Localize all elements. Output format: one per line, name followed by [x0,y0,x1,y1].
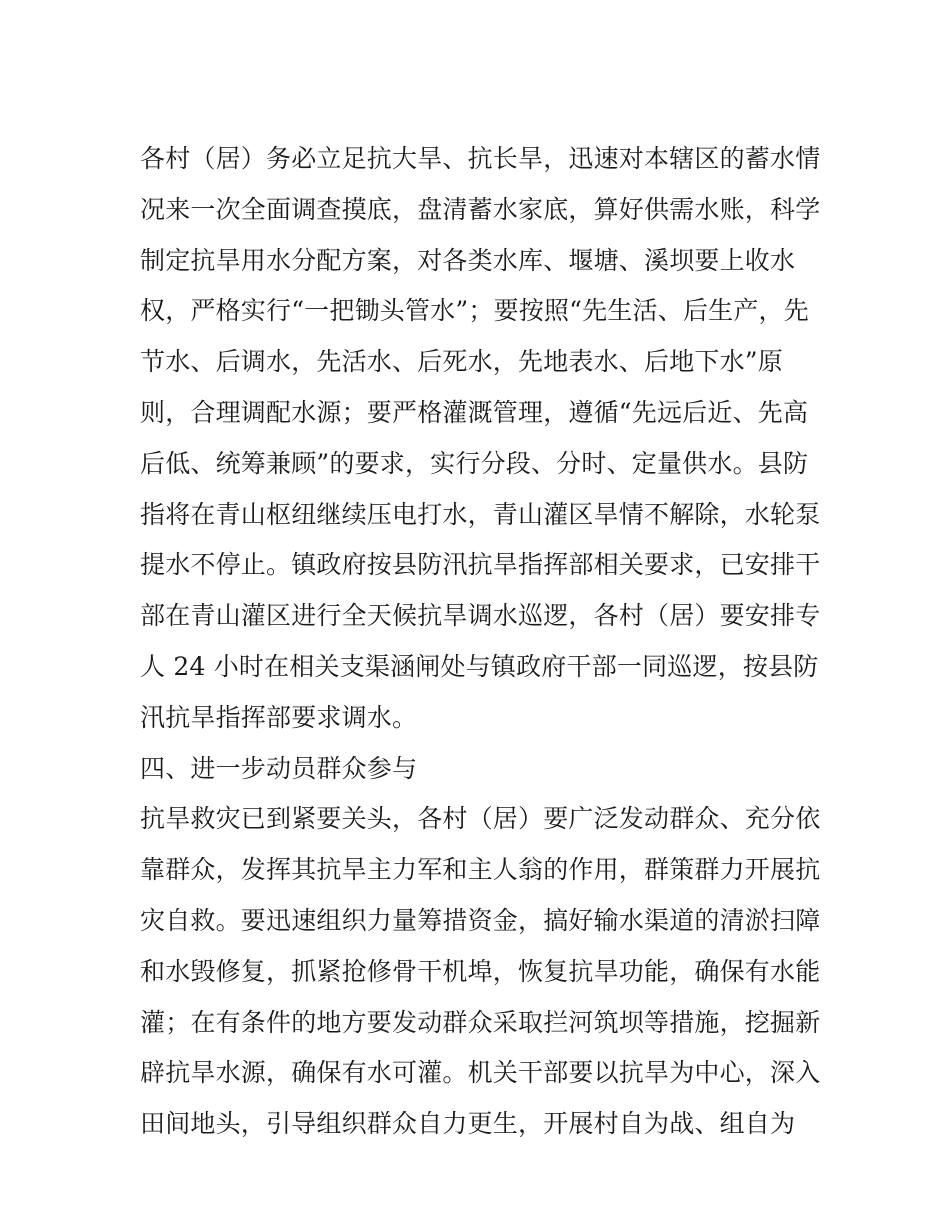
text-line: 后低、统筹兼顾”的要求，实行分段、分时、定量供水。县防 [140,448,809,478]
text-line: 靠群众，发挥其抗旱主力军和主人翁的作用，群策群力开展抗 [140,855,821,885]
section-heading: 四、进一步动员群众参与 [140,753,418,783]
text-line: 汛抗旱指挥部要求调水。 [140,702,418,732]
text-line: 和水毁修复，抓紧抢修骨干机埠，恢复抗旱功能，确保有水能 [140,956,821,986]
text-line: 权，严格实行“一把锄头管水”；要按照“先生活、后生产，先 [140,296,809,326]
text-line: 抗旱救灾已到紧要关头，各村（居）要广泛发动群众、充分依 [140,804,821,834]
text-line: 节水、后调水，先活水、后死水，先地表水、后地下水”原 [140,347,783,377]
document-body [140,134,820,1150]
text-line: 况来一次全面调查摸底，盘清蓄水家底，算好供需水账，科学 [140,194,821,224]
text-line: 辟抗旱水源，确保有水可灌。机关干部要以抗旱为中心，深入 [140,1058,821,1088]
text-line: 人 24 小时在相关支渠涵闸处与镇政府干部一同巡逻，按县防 [140,651,819,681]
text-line: 制定抗旱用水分配方案，对各类水库、堰塘、溪坝要上收水 [140,245,796,275]
text-line: 则，合理调配水源；要严格灌溉管理，遵循“先远后近、先高 [140,397,809,427]
text-line: 指将在青山枢纽继续压电打水，青山灌区旱情不解除，水轮泵 [140,499,821,529]
text-line: 灾自救。要迅速组织力量筹措资金，搞好输水渠道的清淤扫障 [140,905,821,935]
text-line: 提水不停止。镇政府按县防汛抗旱指挥部相关要求，已安排干 [140,550,821,580]
text-line: 部在青山灌区进行全天候抗旱调水巡逻，各村（居）要安排专 [140,601,821,631]
text-line: 灌；在有条件的地方要发动群众采取拦河筑坝等措施，挖掘新 [140,1007,821,1037]
text-line: 各村（居）务必立足抗大旱、抗长旱，迅速对本辖区的蓄水情 [140,144,821,173]
text-line: 田间地头，引导组织群众自力更生，开展村自为战、组自为 [140,1109,796,1139]
